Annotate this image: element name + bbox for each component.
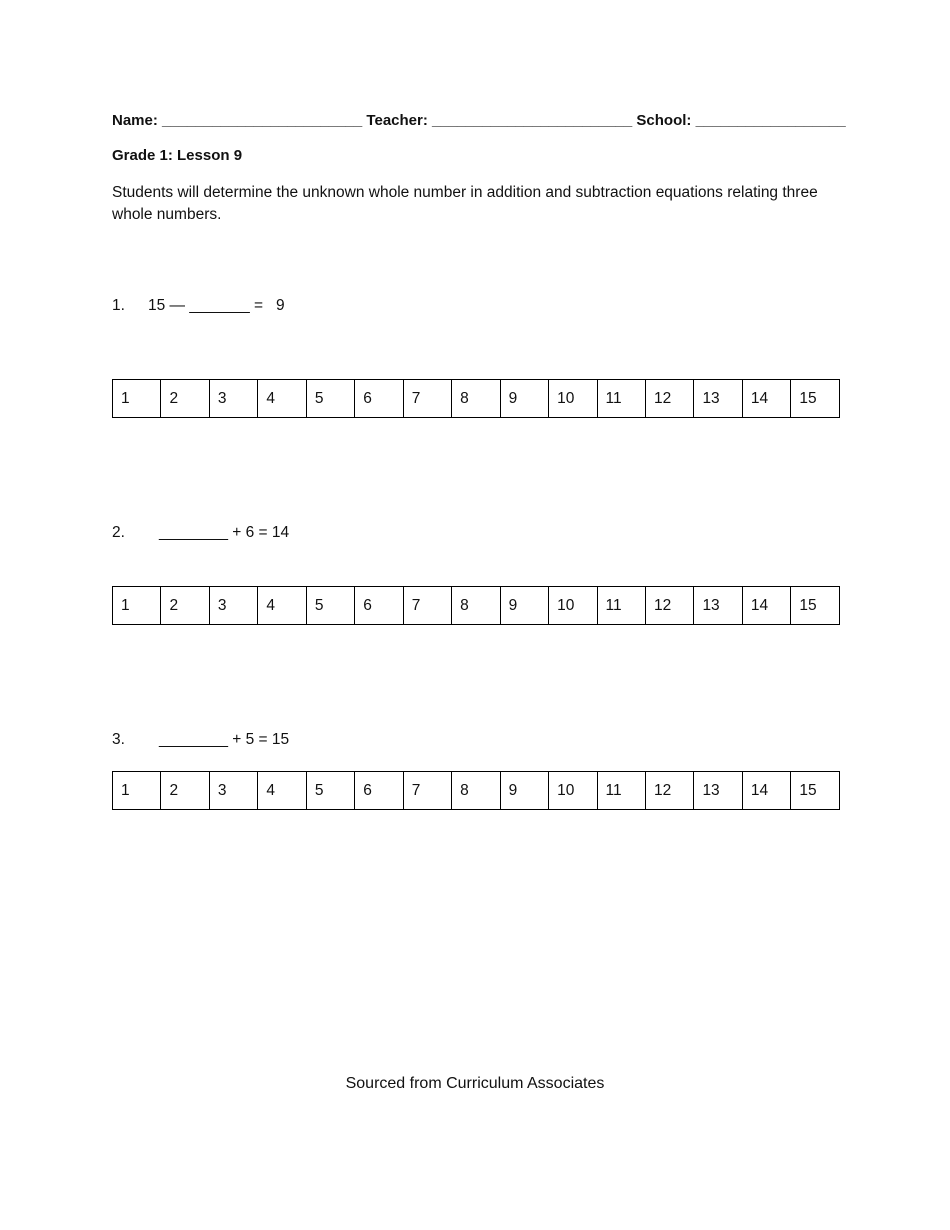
lesson-title: Grade 1: Lesson 9 [112,147,243,164]
choice-cell[interactable]: 10 [549,587,597,625]
choice-cell[interactable]: 2 [161,587,209,625]
lesson-description: Students will determine the unknown whole number in addition and subtraction equations relating three whole numbers. [112,184,818,223]
choice-cell[interactable]: 15 [791,587,840,625]
question-number: 3. [112,731,125,748]
school-label: School: [636,112,692,129]
student-info-header [112,112,852,129]
choice-cell[interactable]: 13 [694,380,742,418]
teacher-label: Teacher: [366,112,428,129]
choice-cell[interactable]: 14 [742,380,790,418]
choice-cell[interactable]: 15 [791,772,840,810]
choice-cell[interactable]: 2 [161,380,209,418]
table-row [113,380,840,418]
choice-cell[interactable]: 1 [113,587,161,625]
question-number: 1. [112,297,125,314]
choice-cell[interactable]: 12 [645,587,693,625]
choice-cell[interactable]: 7 [403,380,451,418]
choice-cell[interactable]: 5 [306,772,354,810]
choice-cell[interactable]: 13 [694,587,742,625]
name-label: Name: [112,112,158,129]
choice-cell[interactable]: 2 [161,772,209,810]
choice-cell[interactable]: 7 [403,587,451,625]
choice-cell[interactable]: 3 [209,587,257,625]
choice-cell[interactable]: 11 [597,587,645,625]
question-equation[interactable]: ________ + 6 = 14 [159,524,290,541]
choice-cell[interactable]: 4 [258,772,306,810]
choice-cell[interactable]: 3 [209,772,257,810]
choice-cell[interactable]: 4 [258,587,306,625]
choice-cell[interactable]: 1 [113,380,161,418]
choice-cell[interactable]: 7 [403,772,451,810]
school-blank[interactable]: __________________ [695,112,846,129]
answer-choices-3 [112,771,840,810]
table-row [113,587,840,625]
choice-cell[interactable]: 1 [113,772,161,810]
choice-cell[interactable]: 11 [597,772,645,810]
choice-cell[interactable]: 3 [209,380,257,418]
question-equation[interactable]: 15 — _______ = 9 [148,297,285,314]
choice-cell[interactable]: 10 [549,772,597,810]
choice-cell[interactable]: 8 [452,772,500,810]
choice-cell[interactable]: 10 [549,380,597,418]
choice-cell[interactable]: 6 [355,380,403,418]
choice-cell[interactable]: 9 [500,587,548,625]
question-2 [112,524,289,542]
answer-choices-2 [112,586,840,625]
choice-cell[interactable]: 12 [645,772,693,810]
answer-choices-1 [112,379,840,418]
name-blank[interactable]: ________________________ [162,112,363,129]
question-number: 2. [112,524,125,541]
teacher-blank[interactable]: ________________________ [432,112,633,129]
choice-cell[interactable]: 5 [306,380,354,418]
question-equation[interactable]: ________ + 5 = 15 [159,731,290,748]
question-3 [112,731,289,749]
choice-cell[interactable]: 14 [742,772,790,810]
source-credit: Sourced from Curriculum Associates [345,1075,605,1092]
choice-cell[interactable]: 14 [742,587,790,625]
choice-cell[interactable]: 5 [306,587,354,625]
choice-cell[interactable]: 6 [355,772,403,810]
choice-cell[interactable]: 12 [645,380,693,418]
choice-cell[interactable]: 9 [500,380,548,418]
choice-cell[interactable]: 11 [597,380,645,418]
choice-cell[interactable]: 4 [258,380,306,418]
choice-cell[interactable]: 15 [791,380,840,418]
choice-cell[interactable]: 8 [452,380,500,418]
choice-cell[interactable]: 8 [452,587,500,625]
choice-cell[interactable]: 9 [500,772,548,810]
choice-cell[interactable]: 13 [694,772,742,810]
choice-cell[interactable]: 6 [355,587,403,625]
question-1 [112,297,285,315]
table-row [113,772,840,810]
